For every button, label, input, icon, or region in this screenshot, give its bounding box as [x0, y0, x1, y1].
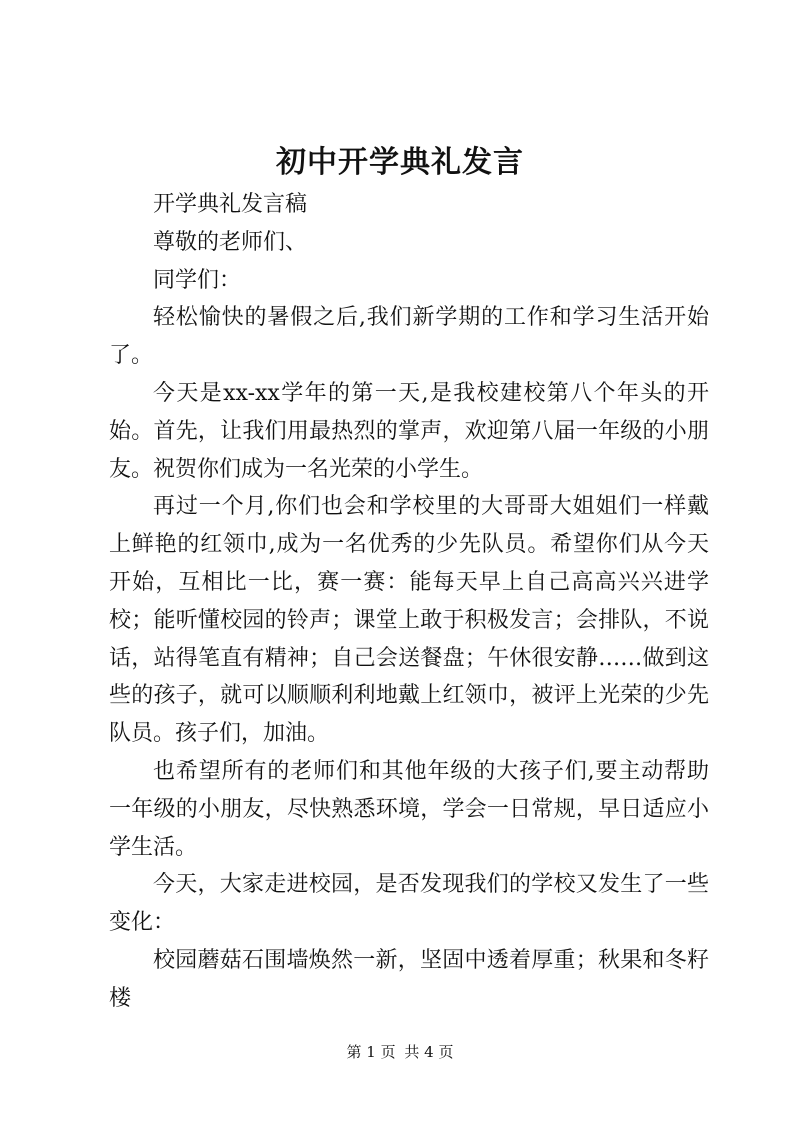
- paragraph: 同学们：: [153, 267, 242, 293]
- document-body: [109, 186, 709, 1018]
- page-total: 共 4 页: [404, 1043, 454, 1061]
- document-title: 初中开学典礼发言: [276, 145, 524, 180]
- paragraph: 今天是xx-xx学年的第一天,是我校建校第八个年头的开始。首先，让我们用最热烈的掌声，欢迎第八届一年级的小朋友。祝贺你们成为一名光荣的小学生。: [109, 380, 709, 482]
- paragraph: 也希望所有的老师们和其他年级的大孩子们,要主动帮助一年级的小朋友，尽快熟悉环境，学会一日常规，早日适应小学生活。: [109, 758, 709, 860]
- paragraph: 今天，大家走进校园，是否发现我们的学校又发生了一些变化：: [109, 872, 709, 936]
- paragraph: 尊敬的老师们、: [153, 229, 308, 255]
- page-number: 第 1 页: [346, 1043, 396, 1061]
- page-footer: [0, 1042, 800, 1062]
- paragraph: 校园蘑菇石围墙焕然一新，坚固中透着厚重；秋果和冬籽楼: [109, 947, 709, 1011]
- paragraph: 轻松愉快的暑假之后,我们新学期的工作和学习生活开始了。: [109, 305, 709, 369]
- paragraph: 开学典礼发言稿: [153, 192, 308, 217]
- paragraph: 再过一个月,你们也会和学校里的大哥哥大姐姐们一样戴上鲜艳的红领巾,成为一名优秀的少先队员。希望你们从今天开始，互相比一比，赛一赛：能每天早上自己高高兴兴进学校；能听懂校园的铃声；课堂上敢于积极发言；会排队，不说话，站得笔直有精神；自己会送餐盘；午休很安静……做到这些的孩子，就可以顺顺利利地戴上红领巾，被评上光荣的少先队员。孩子们，加油。: [109, 494, 709, 747]
